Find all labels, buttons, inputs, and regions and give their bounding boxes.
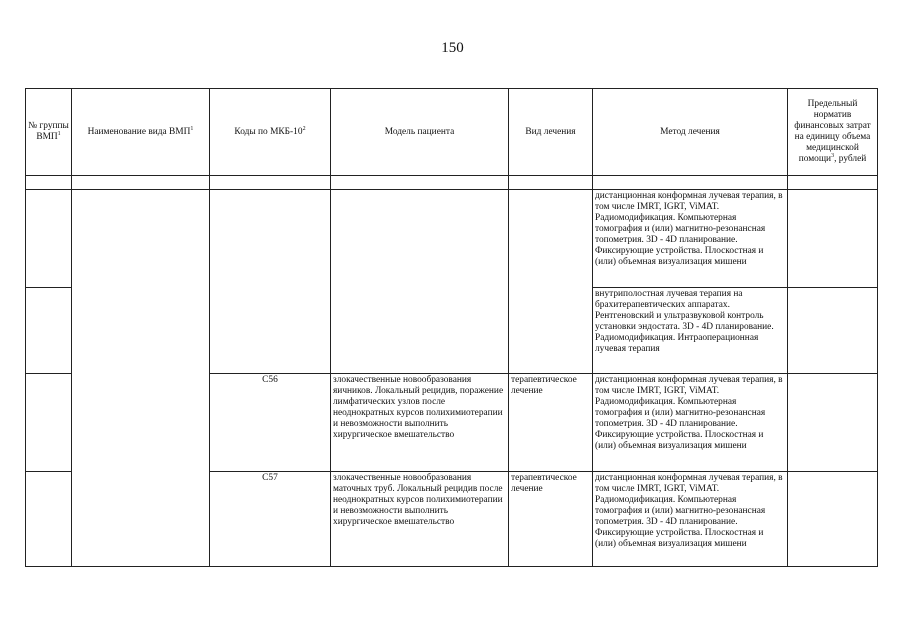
icd-code-cell	[210, 190, 331, 288]
treatment-method-cell: дистанционная конформная лучевая терапия, в том числе IMRT, IGRT, ViMAT. Радиомодификация. Компьютерная томография и (или) магнитно-резонансная топометрия. 3D - 4D планирование. Фиксирующие устройства. Плоскостная и (или) объемная визуализация мишени	[593, 374, 788, 472]
spacer-row	[26, 176, 878, 190]
treatment-type-cell	[509, 190, 593, 288]
header-treatment-method: Метод лечения	[593, 89, 788, 176]
header-treatment-type: Вид лечения	[509, 89, 593, 176]
header-icd-codes: Коды по МКБ-$10^2$	[210, 89, 331, 176]
vmp-table	[25, 88, 878, 567]
icd-code-cell: C57	[210, 472, 331, 567]
icd-code-cell: C56	[210, 374, 331, 472]
header-group-no: № группы ВМП$^1$	[26, 89, 72, 176]
table-row	[26, 190, 878, 288]
treatment-type-cell	[509, 288, 593, 374]
table-row	[26, 472, 878, 567]
header-cost-norm: Предельный норматив финансовых затрат на единицу объема медицинской помощи$^3$, рублей	[788, 89, 878, 176]
table-row	[26, 288, 878, 374]
treatment-method-cell: внутриполостная лучевая терапия на брахитерапевтических аппаратах. Рентгеновский и ультразвуковой контроль установки эндостата. 3D - 4D планирование. Радиомодификация. Интраоперационная лучевая терапия	[593, 288, 788, 374]
patient-model-cell: злокачественные новообразования яичников. Локальный рецидив, поражение лимфатических узлов после неоднократных курсов полихимиотерапии и невозможности выполнить хирургическое вмешательство	[331, 374, 509, 472]
treatment-type-cell: терапевтическое лечение	[509, 374, 593, 472]
patient-model-cell	[331, 288, 509, 374]
treatment-type-cell: терапевтическое лечение	[509, 472, 593, 567]
header-row	[26, 89, 878, 176]
patient-model-cell: злокачественные новообразования маточных труб. Локальный рецидив после неоднократных курсов полихимиотерапии и невозможности выполнить хирургическое вмешательство	[331, 472, 509, 567]
vmp-name-cell	[72, 190, 210, 288]
header-vmp-name: Наименование вида ВМП$^1$	[72, 89, 210, 176]
treatment-method-cell: дистанционная конформная лучевая терапия, в том числе IMRT, IGRT, ViMAT. Радиомодификация. Компьютерная томография и (или) магнитно-резонансная топометрия. 3D - 4D планирование. Фиксирующие устройства. Плоскостная и (или) объемная визуализация мишени	[593, 190, 788, 288]
page-number: 150	[441, 40, 464, 56]
treatment-method-cell: дистанционная конформная лучевая терапия, в том числе IMRT, IGRT, ViMAT. Радиомодификация. Компьютерная томография и (или) магнитно-резонансная топометрия. 3D - 4D планирование. Фиксирующие устройства. Плоскостная и (или) объемная визуализация мишени	[593, 472, 788, 567]
header-patient-model: Модель пациента	[331, 89, 509, 176]
patient-model-cell	[331, 190, 509, 288]
table-row	[26, 374, 878, 472]
icd-code-cell	[210, 288, 331, 374]
